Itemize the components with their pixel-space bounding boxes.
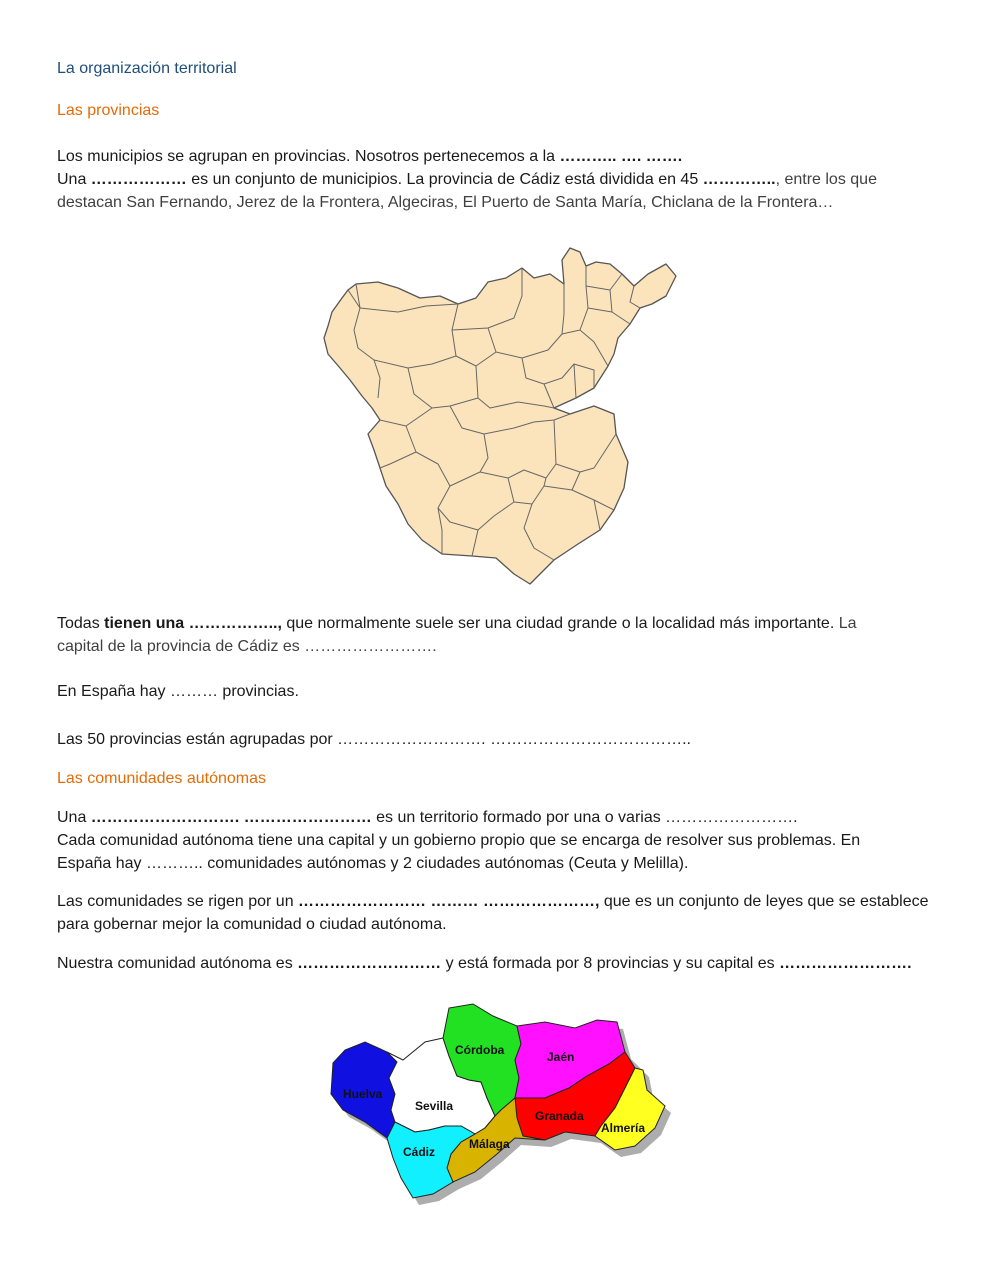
blank: …………………….	[779, 955, 912, 972]
cadiz-province-map	[318, 238, 686, 586]
paragraph-line: Las 50 provincias están agrupadas por ………………………. ………………………………..	[57, 731, 691, 748]
label-cordoba: Córdoba	[455, 1043, 505, 1057]
blank: tienen una ……………..,	[104, 615, 282, 632]
label-sevilla: Sevilla	[415, 1099, 454, 1113]
paragraph-line: para gobernar mejor la comunidad o ciudad autónoma.	[57, 916, 447, 933]
label-cadiz: Cádiz	[403, 1145, 436, 1159]
section-heading-provincias: Las provincias	[57, 102, 160, 119]
blank: …………..	[702, 171, 776, 188]
label-jaen: Jaén	[547, 1050, 575, 1064]
paragraph-line: Cada comunidad autónoma tiene una capital y un gobierno propio que se encarga de resolver sus problemas. En	[57, 832, 861, 849]
blank: …………………… ……… …………………,	[298, 893, 600, 910]
paragraph-line: destacan San Fernando, Jerez de la Frontera, Algeciras, El Puerto de Santa María, Chiclana de la Frontera…	[57, 194, 834, 211]
blank: ………………………	[297, 955, 442, 972]
paragraph-line: Una ………………………. …………………… es un territorio formado por una o varias …………………….	[57, 809, 798, 826]
paragraph-line: España hay ……….. comunidades autónomas y 2 ciudades autónomas (Ceuta y Melilla).	[57, 855, 689, 872]
paragraph-line: Las comunidades se rigen por un …………………… ……… …………………, que es un conjunto de leyes que se establece	[57, 893, 929, 910]
blank: ………………………. ……………………	[90, 809, 372, 826]
blank: ……….. …. …….	[559, 148, 683, 165]
label-malaga: Málaga	[469, 1137, 510, 1151]
section-heading-comunidades: Las comunidades autónomas	[57, 770, 267, 787]
andalucia-map	[325, 998, 680, 1213]
label-huelva: Huelva	[343, 1087, 383, 1101]
blank: ………………	[90, 171, 187, 188]
paragraph-line: En España hay ……… provincias.	[57, 683, 299, 700]
paragraph-line: Una ……………… es un conjunto de municipios. La provincia de Cádiz está dividida en 45 ………….., entre los que	[57, 171, 877, 188]
label-almeria: Almería	[601, 1121, 646, 1135]
paragraph-line: Todas tienen una …………….., que normalmente suele ser una ciudad grande o la localidad más importante. La	[57, 615, 857, 632]
label-granada: Granada	[535, 1109, 584, 1123]
paragraph-line: Nuestra comunidad autónoma es ……………………… y está formada por 8 provincias y su capital es …………………….	[57, 955, 912, 972]
paragraph-line: Los municipios se agrupan en provincias. Nosotros pertenecemos a la ……….. …. …….	[57, 148, 683, 165]
cadiz-province-outline	[324, 248, 676, 584]
page-title: La organización territorial	[57, 60, 237, 77]
paragraph-line: capital de la provincia de Cádiz es …………………….	[57, 638, 437, 655]
